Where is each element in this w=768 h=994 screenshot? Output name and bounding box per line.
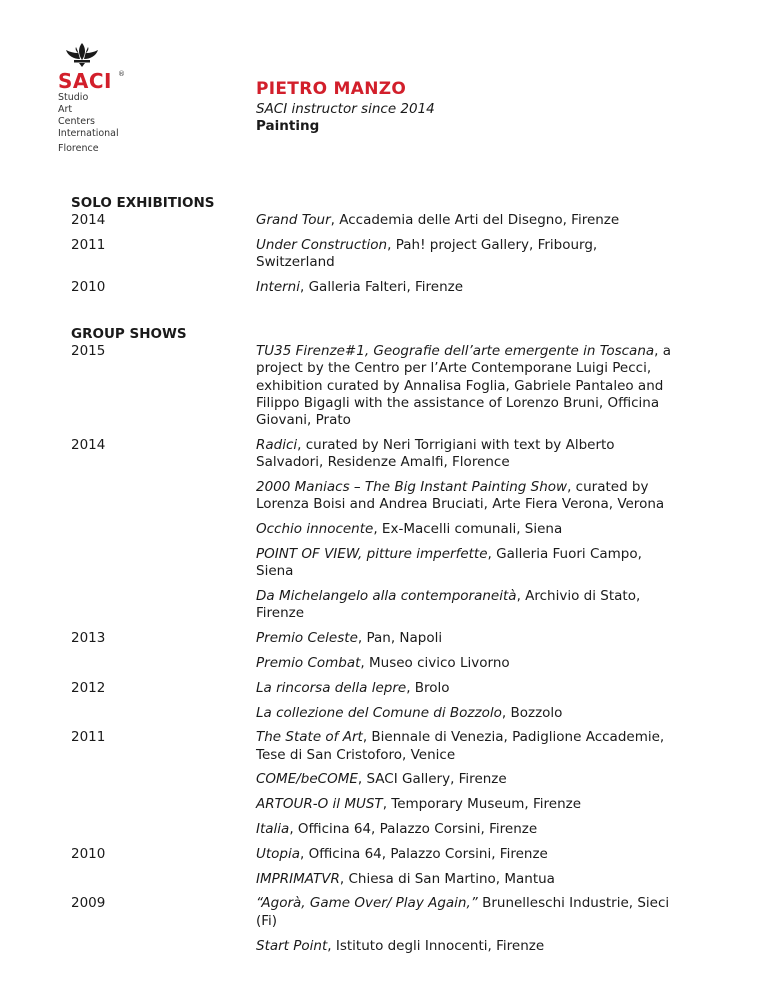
- exhibition-row: [71, 479, 691, 514]
- exhibition-entry: [256, 279, 676, 296]
- exhibition-year: 2013: [71, 630, 106, 647]
- exhibition-entry: [256, 546, 676, 581]
- exhibition-details: , Galleria Falteri, Firenze: [300, 278, 464, 295]
- exhibition-title: Italia: [256, 821, 290, 838]
- exhibition-row: [71, 771, 691, 788]
- exhibition-entry: [256, 846, 676, 863]
- fleur-de-lis-icon: [62, 42, 102, 68]
- exhibition-details: , curated by Neri Torrigiani with text by Alberto Salvadori, Residenze Amalfi, Florence: [256, 436, 615, 471]
- exhibition-row: [71, 546, 691, 581]
- exhibition-title: POINT OF VIEW, pitture imperfette: [256, 545, 488, 562]
- exhibition-row: [71, 237, 691, 272]
- exhibition-year: 2015: [71, 343, 106, 359]
- exhibition-details: , Galleria Fuori Campo, Siena: [256, 545, 642, 580]
- saci-logo: [58, 42, 168, 155]
- exhibition-row: [71, 212, 691, 229]
- exhibition-year: [71, 546, 256, 581]
- exhibition-details: , Pan, Napoli: [357, 630, 443, 647]
- exhibition-details: , Ex-Macelli comunali, Siena: [373, 521, 563, 538]
- exhibition-row: [71, 846, 691, 863]
- exhibition-details: , Brolo: [406, 679, 450, 696]
- exhibition-details: , Bozzolo: [501, 704, 563, 721]
- logo-line: Studio: [58, 92, 89, 103]
- exhibition-title: Utopia: [256, 845, 301, 862]
- exhibition-title: Interni: [256, 278, 300, 295]
- exhibition-year: 2012: [71, 679, 106, 696]
- exhibition-year: [71, 871, 256, 888]
- exhibition-row: [71, 630, 691, 647]
- registered-mark: ®: [118, 70, 125, 78]
- exhibition-entry: [256, 705, 676, 722]
- exhibition-entry: [256, 588, 676, 623]
- exhibition-year: 2009: [71, 895, 106, 912]
- exhibition-title: IMPRIMATVR: [256, 870, 340, 887]
- exhibition-details: , Chiesa di San Martino, Mantua: [339, 870, 555, 887]
- discipline: Painting: [256, 118, 320, 134]
- exhibition-year: [71, 479, 256, 514]
- exhibition-title: Grand Tour: [256, 212, 331, 228]
- exhibition-row: [71, 871, 691, 888]
- logo-line: Centers: [58, 116, 95, 127]
- exhibition-title: Occhio innocente: [256, 521, 374, 538]
- exhibition-details: , Officina 64, Palazzo Corsini, Firenze: [300, 845, 548, 862]
- exhibition-title: La collezione del Comune di Bozzolo: [256, 704, 502, 721]
- exhibition-row: [71, 588, 691, 623]
- exhibition-year: 2011: [71, 729, 106, 746]
- exhibition-title: Radici: [256, 436, 298, 453]
- exhibition-title: Under Construction: [256, 236, 388, 253]
- exhibition-title: The State of Art: [256, 729, 363, 746]
- artist-name: PIETRO MANZO: [256, 79, 407, 99]
- exhibition-entry: [256, 680, 676, 697]
- exhibition-year: [71, 705, 256, 722]
- exhibition-entry: [256, 655, 676, 672]
- section-title: SOLO EXHIBITIONS: [71, 195, 215, 211]
- exhibition-entry: [256, 729, 676, 764]
- exhibition-year: [71, 796, 256, 813]
- exhibition-title: La rincorsa della lepre: [256, 679, 407, 696]
- logo-line: International: [58, 128, 119, 139]
- exhibition-entry: [256, 212, 676, 229]
- exhibition-entry: [256, 479, 676, 514]
- exhibition-title: Start Point: [256, 937, 328, 954]
- exhibition-row: [71, 521, 691, 538]
- exhibition-details: , Biennale di Venezia, Padiglione Accademie, Tese di San Cristoforo, Venice: [256, 729, 665, 763]
- exhibition-row: [71, 938, 691, 955]
- exhibition-entry: [256, 938, 676, 955]
- instructor-since: SACI instructor since 2014: [256, 101, 435, 117]
- exhibition-year: 2014: [71, 212, 106, 228]
- exhibition-details: , Istituto degli Innocenti, Firenze: [327, 937, 545, 954]
- exhibition-year: [71, 821, 256, 838]
- exhibition-row: [71, 729, 691, 764]
- exhibition-title: TU35 Firenze#1, Geografie dell’arte emergente in Toscana: [256, 343, 655, 359]
- section-title: GROUP SHOWS: [71, 326, 187, 342]
- exhibition-year: 2011: [71, 236, 106, 253]
- logo-name: SACI: [58, 69, 113, 93]
- exhibition-row: [71, 895, 691, 930]
- exhibition-title: Premio Celeste: [256, 630, 358, 647]
- exhibition-entry: [256, 771, 676, 788]
- solo-exhibitions-section: [71, 195, 691, 296]
- exhibition-details: , Archivio di Stato, Firenze: [256, 588, 641, 622]
- exhibition-year: 2014: [71, 436, 106, 453]
- exhibition-title: 2000 Maniacs – The Big Instant Painting Show: [256, 479, 568, 496]
- exhibition-row: [71, 705, 691, 722]
- logo-city: Florence: [58, 143, 99, 154]
- exhibition-details: , Museo civico Livorno: [360, 654, 510, 671]
- exhibition-row: [71, 680, 691, 697]
- exhibition-entry: [256, 895, 676, 930]
- exhibition-entry: [256, 343, 676, 429]
- exhibition-year: [71, 655, 256, 672]
- exhibition-details: , Officina 64, Palazzo Corsini, Firenze: [289, 821, 538, 838]
- exhibition-title: “Agorà, Game Over/ Play Again,”: [256, 895, 478, 912]
- exhibition-year: 2010: [71, 278, 106, 295]
- exhibition-title: ARTOUR-O il MUST: [256, 796, 383, 813]
- header: [256, 79, 435, 135]
- exhibition-details: , SACI Gallery, Firenze: [357, 771, 507, 788]
- exhibition-details: , a project by the Centro per l’Arte Contemporane Luigi Pecci, exhibition curated by Annalisa Foglia, Gabriele Pantaleo and Filippo Bigagli with the assistance of Lorenzo Bruni, Officina Giovani, Prato: [256, 343, 672, 429]
- exhibition-year: [71, 588, 256, 623]
- exhibition-year: [71, 521, 256, 538]
- exhibition-title: Premio Combat: [256, 654, 361, 671]
- exhibition-entry: [256, 521, 676, 538]
- exhibition-row: [71, 343, 691, 429]
- exhibition-year: [71, 771, 256, 788]
- exhibition-row: [71, 796, 691, 813]
- exhibition-entry: [256, 871, 676, 888]
- exhibition-entry: [256, 437, 676, 472]
- exhibition-details: , Temporary Museum, Firenze: [382, 796, 582, 813]
- exhibition-row: [71, 437, 691, 472]
- exhibition-details: , Pah! project Gallery, Fribourg, Switzerland: [256, 236, 598, 271]
- exhibition-details: , Accademia delle Arti del Disegno, Firenze: [330, 212, 620, 228]
- exhibition-entry: [256, 821, 676, 838]
- exhibition-year: [71, 938, 256, 955]
- exhibition-row: [71, 821, 691, 838]
- group-shows-section: [71, 326, 691, 955]
- exhibition-details: , curated by Lorenza Boisi and Andrea Bruciati, Arte Fiera Verona, Verona: [256, 479, 665, 513]
- exhibition-row: [71, 279, 691, 296]
- exhibition-title: COME/beCOME: [256, 771, 358, 788]
- exhibition-year: 2010: [71, 845, 106, 862]
- logo-line: Art: [58, 104, 73, 115]
- exhibition-entry: [256, 630, 676, 647]
- exhibition-title: Da Michelangelo alla contemporaneità: [256, 588, 517, 605]
- exhibition-entry: [256, 237, 676, 272]
- exhibition-entry: [256, 796, 676, 813]
- exhibition-details: Brunelleschi Industrie, Sieci (Fi): [256, 895, 670, 929]
- exhibition-row: [71, 655, 691, 672]
